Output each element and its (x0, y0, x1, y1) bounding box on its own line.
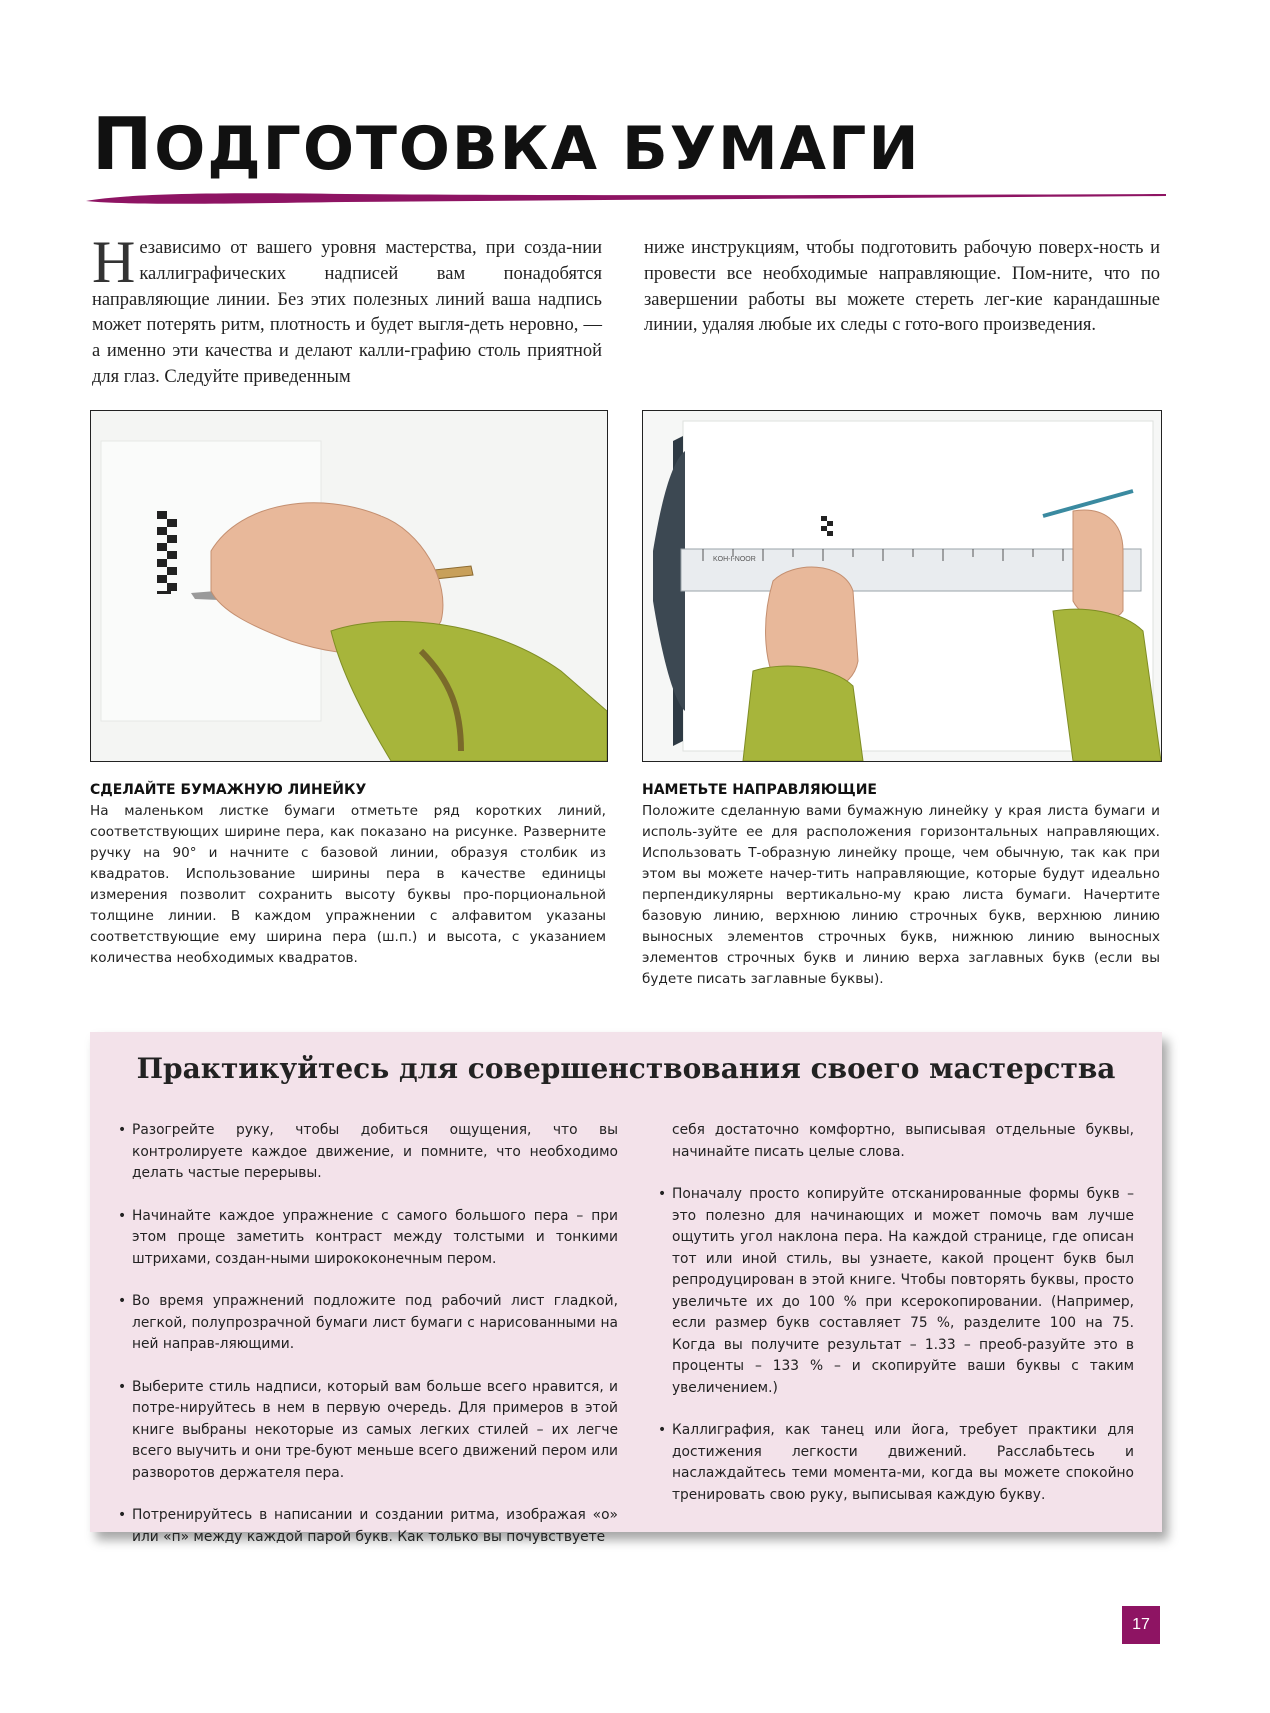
page-title (92, 102, 921, 186)
hand-with-pen-illustration (91, 411, 607, 761)
step-caption-right (642, 780, 1160, 990)
practice-box (90, 1032, 1162, 1545)
list-item: • Во время упражнений подложите под рабочий лист гладкой, легкой, полупрозрачной бумаги лист бумаги с нарисованными на ней направ-ляющими. (118, 1293, 618, 1352)
list-item: • Разогрейте руку, чтобы добиться ощущения, что вы контролируете каждое движение, и помните, что необходимо делать частые перерывы. (118, 1122, 618, 1181)
list-item: • Каллиграфия, как танец или йога, требует практики для достижения легкости движений. Расслабьтесь и наслаждайтесь теми момента-ми, когда вы можете спокойно тренировать свою руку, выписывая каждую букву. (658, 1422, 1134, 1503)
photo-t-square (642, 410, 1162, 762)
step-text: Положите сделанную вами бумажную линейку у края листа бумаги и исполь-зуйте ее для расположения горизонтальных направляющих. Использовать Т-образную линейку проще, чем обычную, так как при этом вы можете начер-тить направляющие, которые будут идеально перпендикулярны вертикально-му краю листа бумаги. Начертите базовую линию, верхнюю линию строчных букв, верхнюю линию выносных элементов строчных букв, нижнюю линию выносных элементов строчных букв и линию верха заглавных букв (если вы будете писать заглавные буквы). (642, 803, 1160, 987)
list-item: • Поначалу просто копируйте отсканированные формы букв – это полезно для начинающих и может помочь вам лучше ощутить угол наклона пера. На каждой странице, где описан тот или иной стиль, вы узнаете, какой процент букв был репродуцирован в этой книге. Чтобы повторять буквы, просто увеличьте их до 100 % при ксерокопировании. (Например, если размер букв составляет 75 %, разделите 100 на 75. Когда вы получите результат – 1.33 – преоб-разуйте это в проценты – 133 % – и скопируйте ваши буквы с таким увеличением.) (658, 1186, 1134, 1396)
list-item: • Выберите стиль надписи, который вам больше всего нравится, и потре-нируйтесь в нем в первую очередь. Для примеров в этой книге выбраны некоторые из самых легких стилей – их легче всего выучить и они тре-буют меньше всего движений пером или разворотов держателя пера. (118, 1378, 618, 1481)
list-item-continuation: себя достаточно комфортно, выписывая отдельные буквы, начинайте писать целые слова. (672, 1122, 1134, 1160)
list-item: • Начинайте каждое упражнение с самого большого пера – при этом проще заметить контраст между толстыми и тонкими штрихами, создан-ными ширококонечным пером. (118, 1207, 618, 1267)
page-number: 17 (1122, 1606, 1160, 1644)
intro-left-column (92, 229, 602, 391)
t-square-illustration (643, 411, 1161, 761)
practice-right-column (658, 1120, 1134, 1506)
photo-paper-ruler (90, 410, 608, 762)
list-item: • Потренируйтесь в написании и создании ритма, изображая «о» или «п» между каждой парой букв. Как только вы почувствуете (118, 1507, 618, 1545)
step-caption-left (90, 780, 606, 969)
intro-right-column: ниже инструкциям, чтобы подготовить рабочую поверх-ность и провести все необходимые направляющие. Пом-ните, что по завершении работы вы можете стереть лег-кие карандашные линии, удаляя любые их следы с гото-вого произведения. (644, 238, 1160, 336)
intro-left-text: езависимо от вашего уровня мастерства, при созда-нии каллиграфических надписей вам понадобятся направляющие линии. Без этих полезных линий ваша надпись может потерять ритм, плотность и будет выгля-деть неровно, — а именно эти качества и делают калли-графию столь приятной для глаз. Следуйте приведенным (92, 238, 602, 387)
drop-cap: Н (92, 229, 136, 295)
step-heading: СДЕЛАЙТЕ БУМАЖНУЮ ЛИНЕЙКУ (90, 782, 367, 798)
ruler-brand: KOH-I-NOOR (713, 556, 756, 563)
brush-stroke-divider (86, 188, 1166, 208)
practice-left-column (118, 1120, 618, 1548)
step-heading: НАМЕТЬТЕ НАПРАВЛЯЮЩИЕ (642, 782, 877, 798)
title-first-letter: П (92, 102, 155, 186)
title-rest: ОДГОТОВКА БУМАГИ (154, 114, 921, 184)
step-text: На маленьком листке бумаги отметьте ряд коротких линий, соответствующих ширине пера, как показано на рисунке. Разверните ручку на 90° и начните с базовой линии, образуя столбик из квадратов. Использование ширины пера в качестве единицы измерения позволит сохранить высоту буквы про-порциональной толщине линии. В каждом упражнении с алфавитом указаны соответствующие ему ширина пера (ш.п.) и высота, с указанием количества необходимых квадратов. (90, 803, 606, 966)
practice-title: Практикуйтесь для совершенствования своего мастерства (136, 1052, 1116, 1085)
